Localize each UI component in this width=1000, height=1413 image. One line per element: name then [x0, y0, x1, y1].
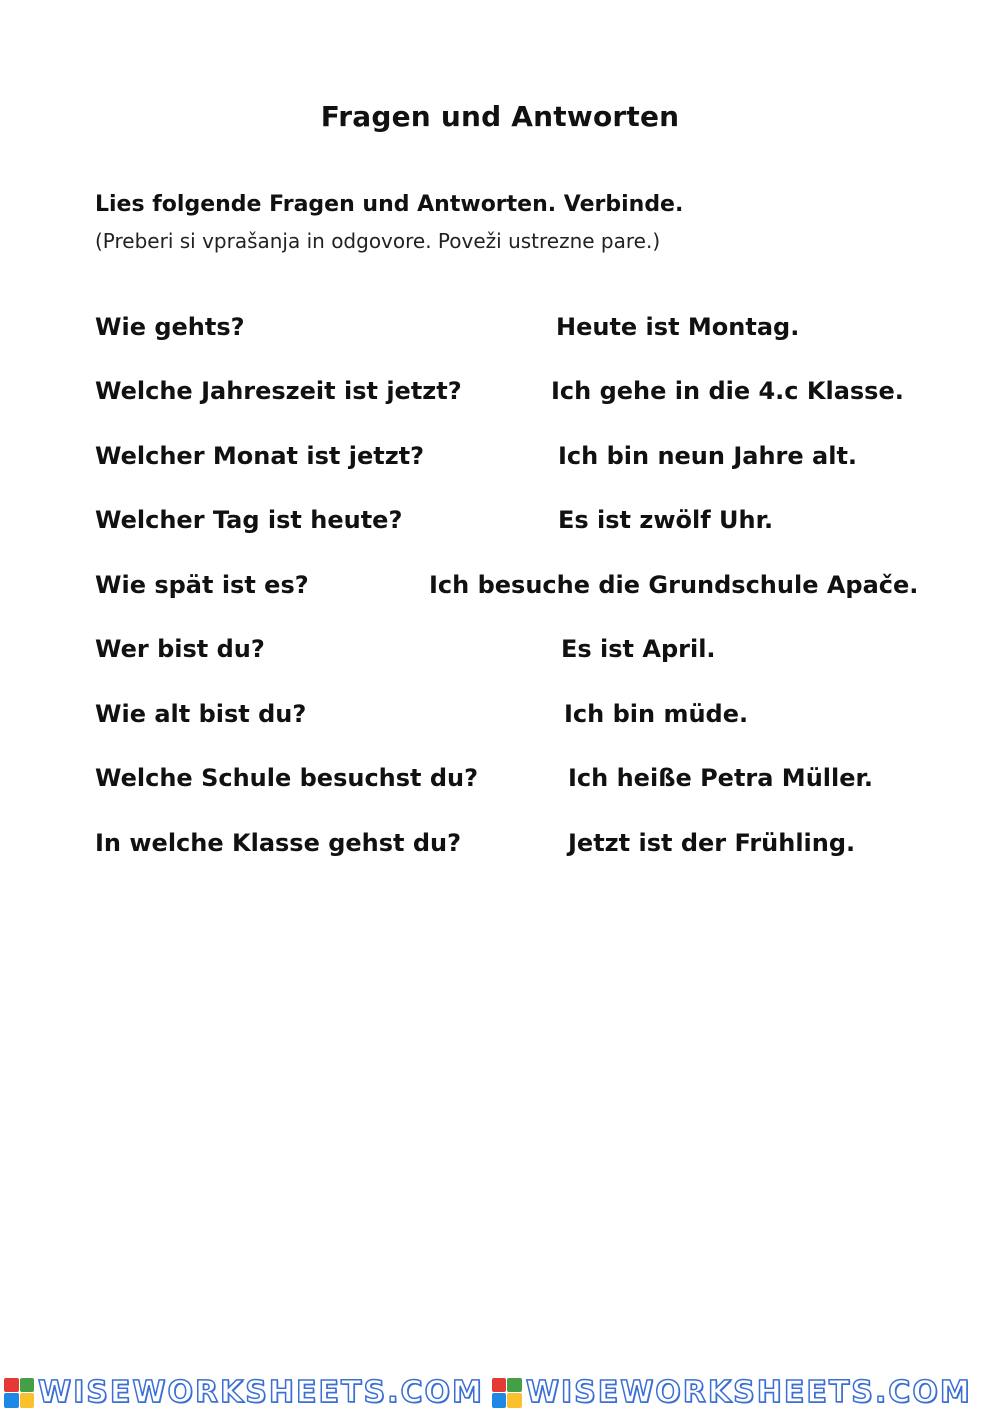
answer-item: Ich besuche die Grundschule Apače.	[429, 571, 919, 599]
answer-item: Ich bin neun Jahre alt.	[558, 442, 858, 470]
answer-item: Heute ist Montag.	[556, 313, 800, 341]
brand-name: WISEWORKSHEETS.COM	[38, 1375, 484, 1410]
question-item: Wie alt bist du?	[95, 700, 307, 728]
question-item: Welche Jahreszeit ist jetzt?	[95, 377, 462, 405]
answer-item: Es ist April.	[561, 635, 716, 663]
question-item: Welche Schule besuchst du?	[95, 764, 479, 792]
question-item: Welcher Tag ist heute?	[95, 506, 403, 534]
answer-item: Es ist zwölf Uhr.	[558, 506, 774, 534]
footer-watermark	[0, 1372, 1000, 1413]
brand-name: WISEWORKSHEETS.COM	[525, 1375, 972, 1410]
brand-logo-icon	[4, 1378, 34, 1408]
answer-item: Ich heiße Petra Müller.	[568, 764, 874, 792]
question-item: Wie gehts?	[95, 313, 245, 341]
brand-logo-icon	[492, 1378, 522, 1408]
brand-watermark	[4, 1375, 484, 1410]
instruction-text: Lies folgende Fragen und Antworten. Verbinde.	[95, 192, 684, 217]
instruction-translation: (Preberi si vprašanja in odgovore. Poveži ustrezne pare.)	[95, 229, 661, 253]
question-item: Wer bist du?	[95, 635, 265, 663]
question-item: In welche Klasse gehst du?	[95, 829, 462, 857]
page-title: Fragen und Antworten	[320, 100, 680, 133]
answer-item: Jetzt ist der Frühling.	[568, 829, 856, 857]
answer-item: Ich bin müde.	[564, 700, 749, 728]
brand-watermark	[492, 1375, 972, 1410]
question-item: Wie spät ist es?	[95, 571, 309, 599]
question-item: Welcher Monat ist jetzt?	[95, 442, 425, 470]
answer-item: Ich gehe in die 4.c Klasse.	[551, 377, 904, 405]
